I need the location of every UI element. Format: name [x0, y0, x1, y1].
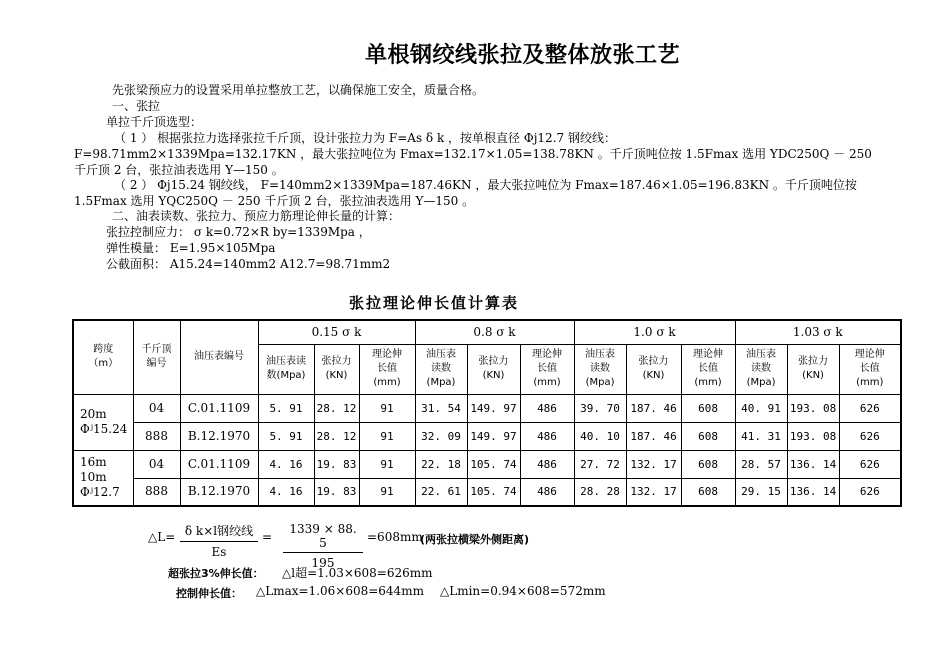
- value-cell: 91: [359, 394, 415, 422]
- subheader-elongation: 理论伸 长值 (mm): [359, 344, 415, 394]
- formula-fraction-numeric: [283, 522, 363, 570]
- value-cell: 486: [520, 394, 574, 422]
- value-cell: 91: [359, 478, 415, 506]
- value-cell: 19. 83: [314, 478, 359, 506]
- value-cell: 626: [839, 450, 901, 478]
- formula-fraction-symbolic: [180, 522, 258, 559]
- jack-cell: 888: [133, 422, 180, 450]
- header-gauge: 油压表编号: [180, 320, 258, 394]
- header-group-10: 1.0 σ k: [574, 320, 735, 344]
- value-cell: 22. 61: [415, 478, 467, 506]
- value-cell: 91: [359, 450, 415, 478]
- subheader-force: 张拉力 (KN): [626, 344, 681, 394]
- value-cell: 28. 12: [314, 422, 359, 450]
- value-cell: 22. 18: [415, 450, 467, 478]
- value-cell: 4. 16: [258, 450, 314, 478]
- value-cell: 28. 12: [314, 394, 359, 422]
- page-title: 单根钢绞线张拉及整体放张工艺: [365, 43, 681, 68]
- value-cell: 28. 57: [735, 450, 787, 478]
- subheader-gauge-reading: 油压表 读数 (Mpa): [415, 344, 467, 394]
- value-cell: 626: [839, 478, 901, 506]
- subheader-force: 张拉力 (KN): [467, 344, 520, 394]
- value-cell: 193. 08: [787, 422, 839, 450]
- value-cell: 27. 72: [574, 450, 626, 478]
- header-group-08: 0.8 σ k: [415, 320, 574, 344]
- section-heading-tension: 一、张拉: [112, 99, 161, 113]
- fraction-numerator: 1339 × 88. 5: [283, 522, 363, 553]
- value-cell: 486: [520, 450, 574, 478]
- subheader-elongation: 理论伸 长值 (mm): [681, 344, 735, 394]
- value-cell: 132. 17: [626, 478, 681, 506]
- elastic-modulus: 弹性模量： E=1.95×105Mpa: [106, 241, 276, 255]
- subheader-gauge-reading: 油压表读 数(Mpa): [258, 344, 314, 394]
- value-cell: 32. 09: [415, 422, 467, 450]
- item2-line2: 1.5Fmax 选用 YQC250Q － 250 千斤顶 2 台，张拉油表选用 Y—150 。: [74, 194, 475, 208]
- control-elongation-label: 控制伸长值：: [176, 587, 242, 600]
- fraction-denominator: 195: [311, 556, 335, 570]
- header-jack: 千斤顶 编号: [133, 320, 180, 394]
- span-cell: 20m Φʲ15.24: [73, 394, 133, 450]
- value-cell: 41. 31: [735, 422, 787, 450]
- table-row: [73, 394, 901, 422]
- value-cell: 5. 91: [258, 422, 314, 450]
- jack-cell: 04: [133, 450, 180, 478]
- value-cell: 187. 46: [626, 394, 681, 422]
- value-cell: 105. 74: [467, 450, 520, 478]
- value-cell: 136. 14: [787, 478, 839, 506]
- subheader-elongation: 理论伸 长值 (mm): [839, 344, 901, 394]
- gauge-cell: B.12.1970: [180, 478, 258, 506]
- subheader-force: 张拉力 (KN): [314, 344, 359, 394]
- formula-result: =608mm: [367, 530, 423, 544]
- value-cell: 608: [681, 394, 735, 422]
- value-cell: 132. 17: [626, 450, 681, 478]
- item2-line1: （ 2 ） Φj15.24 钢绞线， F=140mm2×1339Mpa=187.46KN ，最大张拉吨位为 Fmax=187.46×1.05=196.83KN 。千斤顶吨位按: [114, 178, 857, 192]
- value-cell: 608: [681, 478, 735, 506]
- fraction-numerator: δ k×l钢绞线: [180, 522, 258, 542]
- value-cell: 105. 74: [467, 478, 520, 506]
- section-heading-calc: 二、油表读数、张拉力、预应力筋理论伸长量的计算：: [112, 209, 401, 223]
- value-cell: 40. 10: [574, 422, 626, 450]
- subheader-gauge-reading: 油压表 读数 (Mpa): [735, 344, 787, 394]
- fraction-denominator: Es: [211, 545, 227, 559]
- table-title: 张拉理论伸长值计算表: [349, 294, 520, 312]
- value-cell: 31. 54: [415, 394, 467, 422]
- value-cell: 486: [520, 478, 574, 506]
- value-cell: 19. 83: [314, 450, 359, 478]
- value-cell: 40. 91: [735, 394, 787, 422]
- value-cell: 91: [359, 422, 415, 450]
- table-row: [73, 422, 901, 450]
- item1-line1: （ 1 ） 根据张拉力选择张拉千斤顶，设计张拉力为 F=As δ k ，按单根直径 Φj12.7 钢绞线：: [114, 131, 616, 145]
- over-tension-label: 超张拉3%伸长值：: [168, 567, 264, 580]
- nominal-area: 公截面积： A15.24=140mm2 A12.7=98.71mm2: [106, 257, 391, 271]
- over-tension-value: △l超=1.03×608=626mm: [282, 566, 433, 580]
- value-cell: 5. 91: [258, 394, 314, 422]
- value-cell: 136. 14: [787, 450, 839, 478]
- value-cell: 608: [681, 422, 735, 450]
- gauge-cell: B.12.1970: [180, 422, 258, 450]
- header-span: 跨度 （m）: [73, 320, 133, 394]
- item1-line2: F=98.71mm2×1339Mpa=132.17KN ，最大张拉吨位为 Fmax=132.17×1.05=138.78KN 。千斤顶吨位按 1.5Fmax 选用 YDC250Q － 250: [74, 147, 872, 161]
- value-cell: 149. 97: [467, 422, 520, 450]
- value-cell: 28. 28: [574, 478, 626, 506]
- gauge-cell: C.01.1109: [180, 394, 258, 422]
- control-stress: 张拉控制应力： σ k=0.72×R by=1339Mpa ，: [106, 225, 371, 239]
- intro-line: 先张梁预应力的设置采用单拉整放工艺，以确保施工安全，质量合格。: [112, 83, 485, 97]
- value-cell: 626: [839, 394, 901, 422]
- elongation-table: [72, 319, 902, 507]
- header-group-015: 0.15 σ k: [258, 320, 415, 344]
- gauge-cell: C.01.1109: [180, 450, 258, 478]
- table-row: [73, 478, 901, 506]
- value-cell: 486: [520, 422, 574, 450]
- subheader-force: 张拉力 (KN): [787, 344, 839, 394]
- header-group-103: 1.03 σ k: [735, 320, 901, 344]
- subheader-gauge-reading: 油压表 读数 (Mpa): [574, 344, 626, 394]
- value-cell: 193. 08: [787, 394, 839, 422]
- jack-cell: 04: [133, 394, 180, 422]
- formula-lhs: △L=: [148, 530, 176, 544]
- value-cell: 4. 16: [258, 478, 314, 506]
- formula-equals: =: [262, 530, 273, 544]
- value-cell: 187. 46: [626, 422, 681, 450]
- span-cell: 16m 10m Φʲ12.7: [73, 450, 133, 506]
- value-cell: 39. 70: [574, 394, 626, 422]
- table-row: [73, 450, 901, 478]
- jack-cell: 888: [133, 478, 180, 506]
- subheader-elongation: 理论伸 长值 (mm): [520, 344, 574, 394]
- value-cell: 29. 15: [735, 478, 787, 506]
- jack-selection-heading: 单拉千斤顶选型：: [106, 115, 203, 129]
- item1-line3: 千斤顶 2 台，张拉油表选用 Y—150 。: [74, 163, 284, 177]
- min-elongation: △Lmin=0.94×608=572mm: [440, 584, 606, 598]
- value-cell: 626: [839, 422, 901, 450]
- value-cell: 608: [681, 450, 735, 478]
- formula-note: (两张拉横梁外侧距离): [420, 533, 530, 546]
- max-elongation: △Lmax=1.06×608=644mm: [256, 584, 424, 598]
- value-cell: 149. 97: [467, 394, 520, 422]
